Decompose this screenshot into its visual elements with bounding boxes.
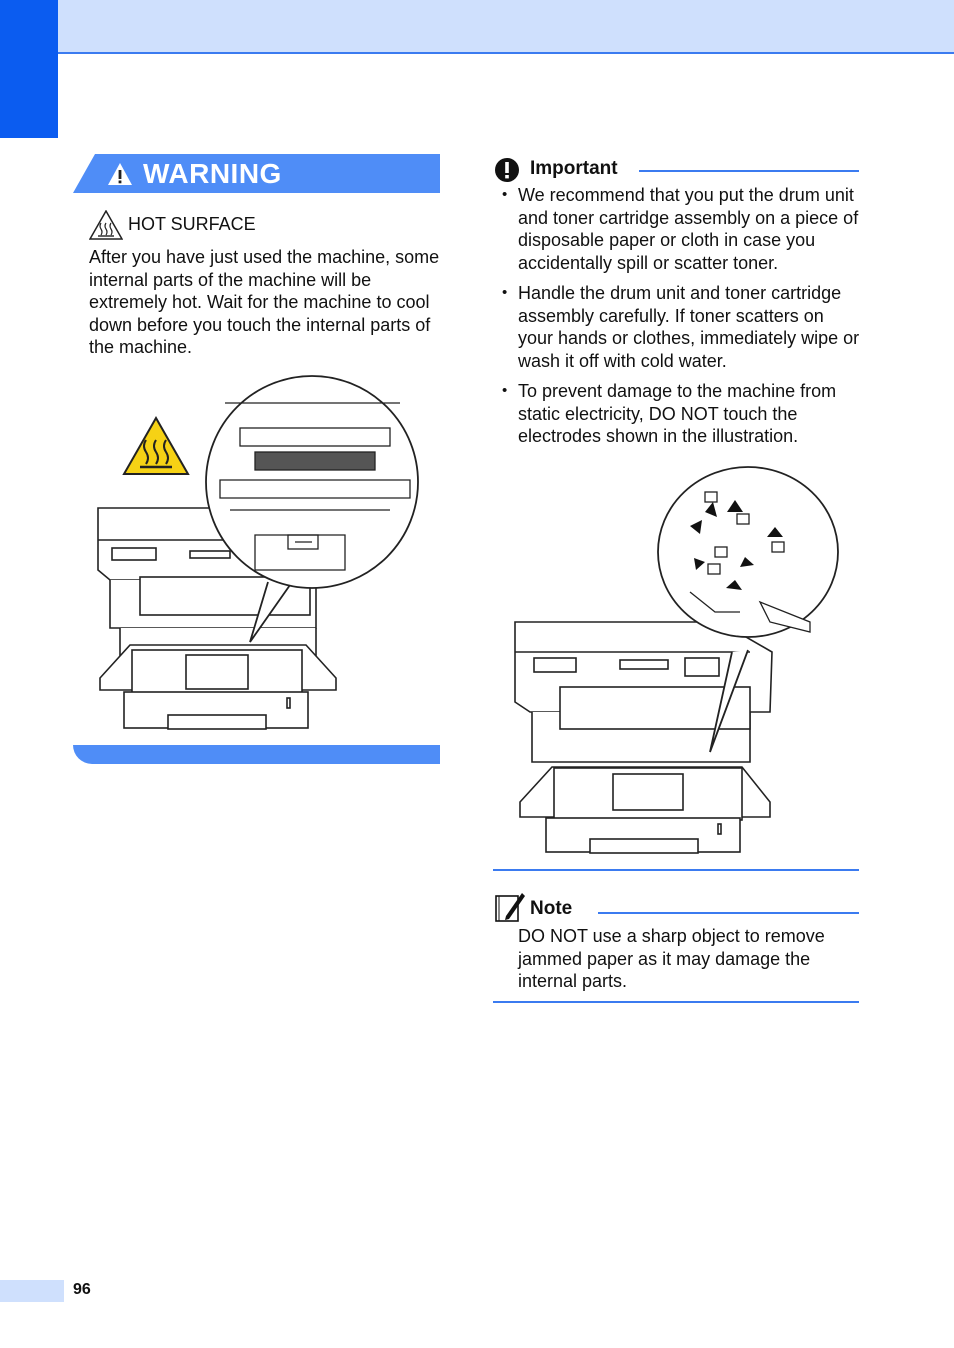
important-rule [639,170,859,172]
warning-body: After you have just used the machine, some internal parts of the machine will be extremely hot. Wait for the machine to cool down before you touch the internal parts of the machine. [89,247,440,357]
note-body: DO NOT use a sharp object to remove jammed paper as it may damage the internal parts. [518,926,825,991]
page-tab [0,1280,64,1302]
header-band [0,0,954,54]
important-header [494,155,859,185]
chapter-tab [0,0,58,138]
hot-surface-icon [89,210,123,240]
warning-header [73,154,440,193]
important-bullet: • We recommend that you put the drum unit and toner cartridge assembly on a piece of disposable paper or cloth in case you accidentally spill or scatter toner. [500,184,862,274]
important-bullet: • To prevent damage to the machine from static electricity, DO NOT touch the electrodes shown in the illustration. [500,380,862,448]
warning-title: WARNING [143,158,282,189]
caution-label-icon [124,418,188,474]
hot-surface-label: HOT SURFACE [128,214,256,234]
important-title: Important [530,158,618,179]
note-bottom-rule [493,1001,859,1003]
important-bullet: • Handle the drum unit and toner cartridge assembly carefully. If toner scatters on your hands or clothes, immediately wipe or wash it off with cold water. [500,282,862,372]
important-list [500,184,862,456]
electrodes-illustration [510,462,850,857]
note-header [494,890,859,924]
important-exclamation-icon [494,157,520,183]
page-number: 96 [73,1281,91,1298]
warning-footer-bar [73,745,440,764]
note-title: Note [530,898,573,919]
hot-surface-illustration [90,370,440,735]
warning-triangle-icon [107,162,133,186]
important-bottom-rule [493,869,859,871]
note-pencil-icon [494,890,526,923]
note-rule [598,912,859,914]
